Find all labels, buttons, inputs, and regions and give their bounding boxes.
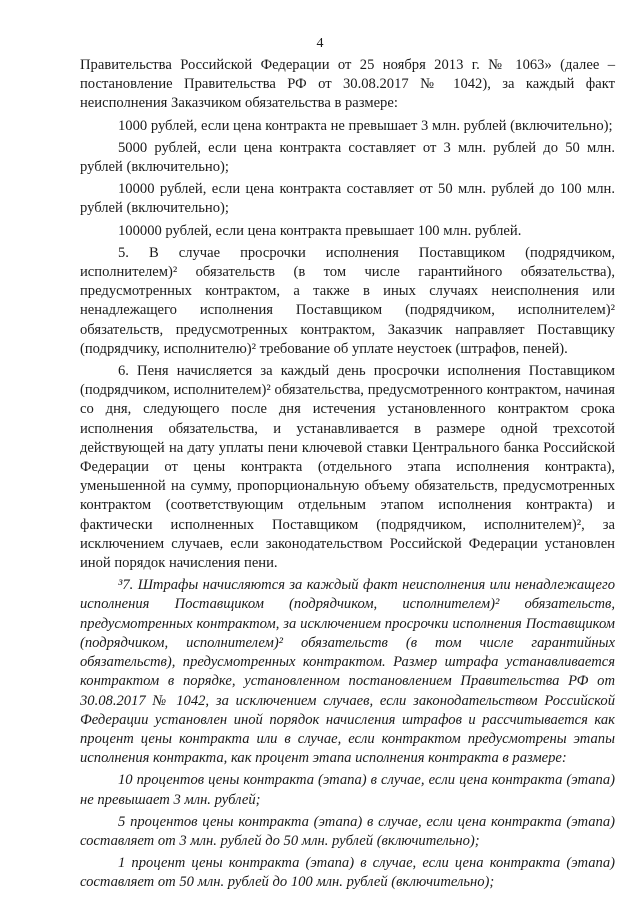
paragraph-clause-7: ³7. Штрафы начисляются за каждый факт неисполнения или ненадлежащего исполнения Поставщиком (подрядчиком, исполнителем)² обязательств, предусмотренных контрактом, за исключением просрочки исполнения Поставщиком (подрядчиком, исполнителем)² обязательств (в том числе гарантийных обязательств), предусмотренных контрактом. Размер штрафа устанавливается контрактом в порядке, установленном постановлением Правительства РФ от 30.08.2017 № 1042, за исключением случаев, если законодательством Российской Федерации установлен иной порядок начисления штрафов и рассчитывается как процент цены контракта или в случае, если контрактом предусмотрены этапы исполнения контракта, как процент этапа исполнения контракта в размере: — [80, 577, 615, 767]
paragraph-fine-5-percent: 5 процентов цены контракта (этапа) в случае, если цена контракта (этапа) составляет от 3 млн. рублей до 50 млн. рублей (включительно); — [80, 813, 615, 849]
paragraph-fine-10-percent: 10 процентов цены контракта (этапа) в случае, если цена контракта (этапа) не превышает 3 млн. рублей; — [80, 772, 615, 808]
paragraph-clause-6: 6. Пеня начисляется за каждый день просрочки исполнения Поставщиком (подрядчиком, исполнителем)² обязательства, предусмотренного контрактом, начиная со дня, следующего после дня истечения установленного контрактом срока исполнения обязательства, и устанавливается в размере одной трехсотой действующей на дату уплаты пени ключевой ставки Центрального банка Российской Федерации от цены контракта (отдельного этапа исполнения контракта), уменьшенной на сумму, пропорциональную объему обязательств, предусмотренных контрактом (соответствующим отдельным этапом исполнения контракта) и фактически исполненных Поставщиком (подрядчиком, исполнителем)², за исключением случаев, если законодательством Российской Федерации установлен иной порядок начисления пени. — [80, 363, 615, 572]
paragraph-penalty-100000: 100000 рублей, если цена контракта превышает 100 млн. рублей. — [118, 222, 522, 239]
paragraph-clause-5: 5. В случае просрочки исполнения Поставщиком (подрядчиком, исполнителем)² обязательств (в том числе гарантийного обязательства), предусмотренных контрактом, а также в иных случаях неисполнения или ненадлежащего исполнения Поставщиком (подрядчиком, исполнителем)² обязательств, предусмотренных контрактом, Заказчик направляет Поставщику (подрядчику, исполнителю)² требование об уплате неустоек (штрафов, пеней). — [80, 244, 615, 357]
page-number: 4 — [316, 36, 324, 51]
paragraph-penalty-1000: 1000 рублей, если цена контракта не превышает 3 млн. рублей (включительно); — [118, 117, 613, 134]
paragraph-intro: Правительства Российской Федерации от 25 ноября 2013 г. № 1063» (далее – постановление Правительства РФ от 30.08.2017 № 1042), за каждый факт неисполнения Заказчиком обязательства в размере: — [80, 57, 615, 112]
paragraph-penalty-5000: 5000 рублей, если цена контракта составляет от 3 млн. рублей до 50 млн. рублей (включительно); — [80, 139, 615, 176]
paragraph-penalty-10000: 10000 рублей, если цена контракта составляет от 50 млн. рублей до 100 млн. рублей (включительно); — [80, 181, 615, 217]
paragraph-fine-1-percent: 1 процент цены контракта (этапа) в случае, если цена контракта (этапа) составляет от 50 млн. рублей до 100 млн. рублей (включительно); — [80, 855, 615, 891]
document-body — [80, 56, 615, 893]
